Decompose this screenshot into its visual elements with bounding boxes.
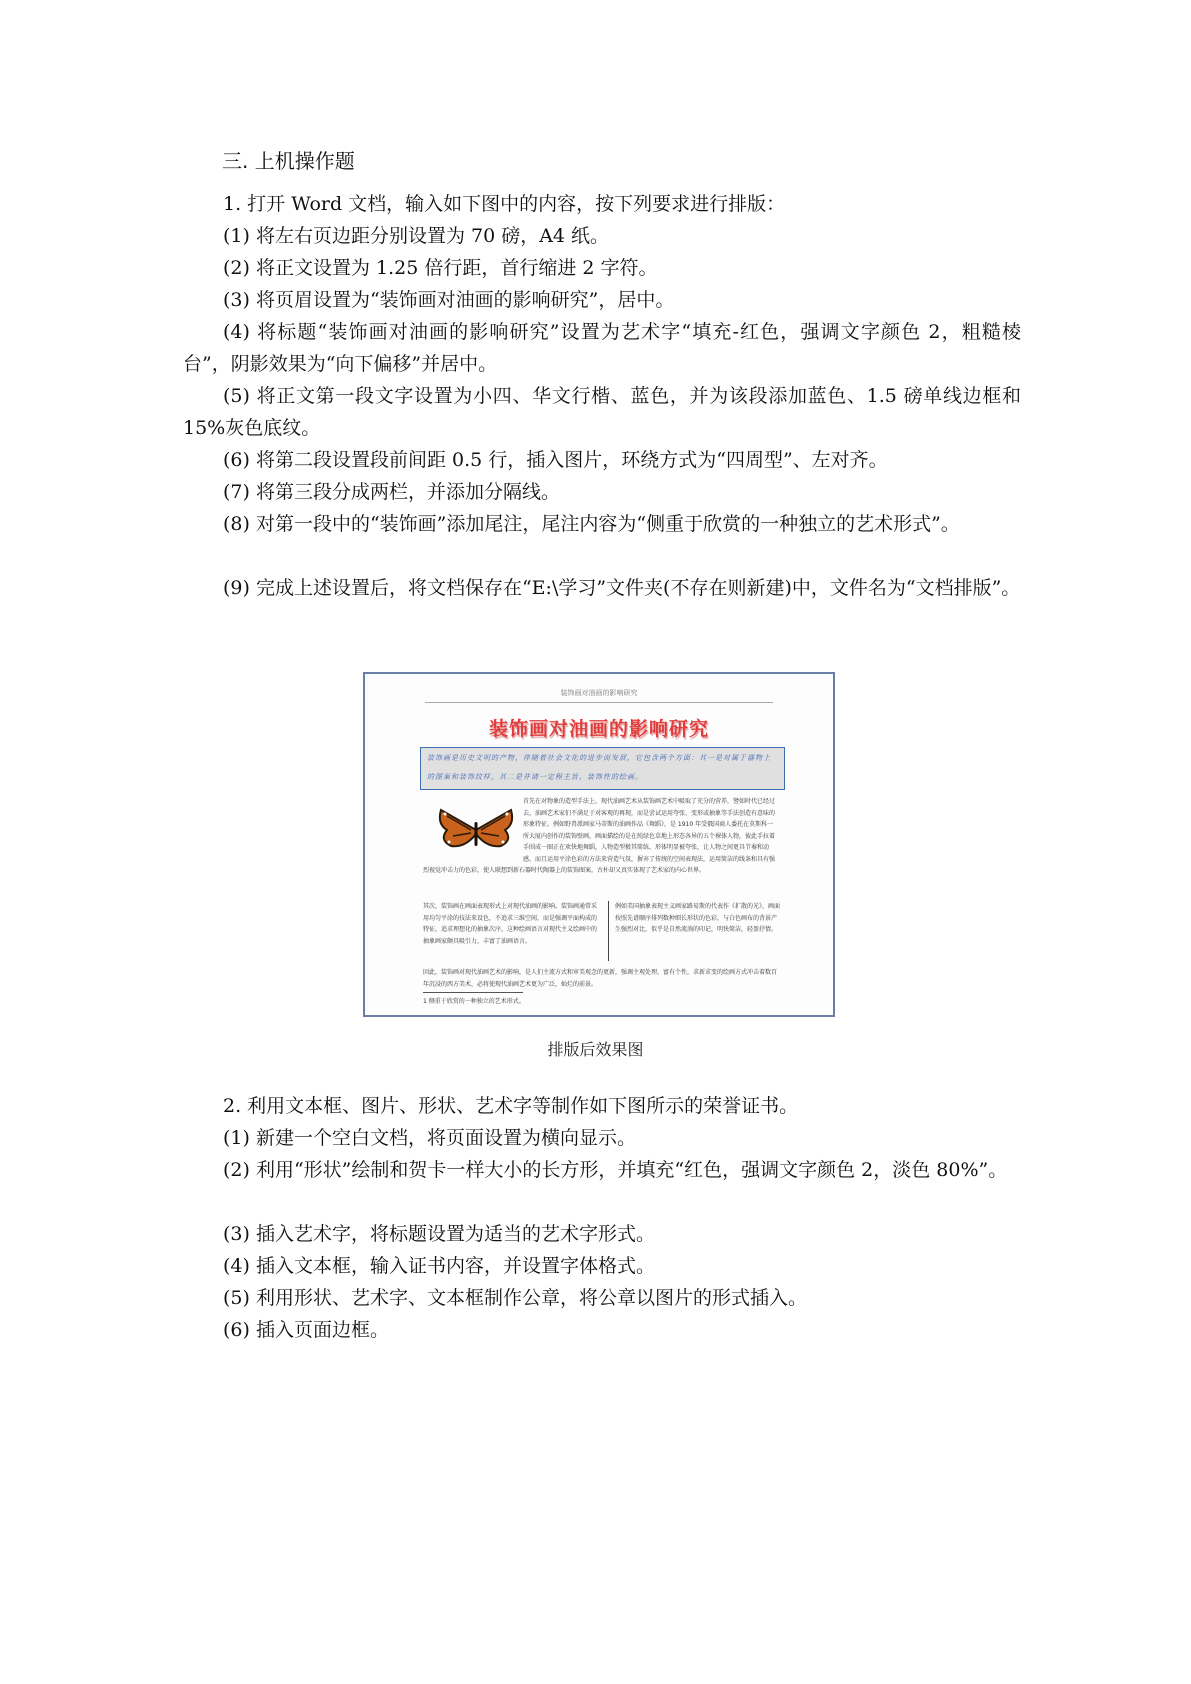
task2-intro: 2. 利用文本框、图片、形状、艺术字等制作如下图所示的荣誉证书。	[223, 1095, 799, 1117]
figure-header-rule	[425, 702, 773, 703]
task1-intro: 1. 打开 Word 文档，输入如下图中的内容，按下列要求进行排版：	[223, 193, 786, 215]
image-wrap-space	[423, 800, 523, 858]
task1-item-9: (9) 完成上述设置后，将文档保存在“E:\学习”文件夹(不存在则新建)中，文件名为“文档排版”。	[223, 577, 1021, 599]
task1-item-7: (7) 将第三段分成两栏，并添加分隔线。	[223, 481, 560, 503]
task1-item-8: (8) 对第一段中的“装饰画”添加尾注，尾注内容为“侧重于欣赏的一种独立的艺术形式”。	[223, 513, 960, 535]
task1-item-5: (5) 将正文第一段文字设置为小四、华文行楷、蓝色，并为该段添加蓝色、1.5 磅单线边框和 15%灰色底纹。	[183, 385, 1021, 439]
figure-wordart-title: 装饰画对油画的影响研究	[488, 718, 709, 740]
task1-item-3: (3) 将页眉设置为“装饰画对油画的影响研究”，居中。	[223, 289, 675, 311]
figure-paragraph-4: 因此，装饰画对现代油画艺术的影响，是人们主流方式和审美观念的更新，强调主观处理，富有个性，求新求变的绘画方式冲击着数百年沉浸的西方美术，必将使现代油画艺术更为广泛，灿烂的前景。	[423, 969, 778, 988]
task2-item-2: (2) 利用“形状”绘制和贺卡一样大小的长方形，并填充“红色，强调文字颜色 2，淡色 80%”。	[223, 1159, 1008, 1181]
column-separator	[608, 901, 609, 961]
task2-item-3: (3) 插入艺术字，将标题设置为适当的艺术字形式。	[223, 1223, 655, 1245]
endnote-text: 1 侧重于欣赏的一种独立的艺术形式。	[423, 998, 525, 1005]
figure-paragraph-2	[423, 796, 779, 894]
task2-item-5: (5) 利用形状、艺术字、文本框制作公章，将公章以图片的形式插入。	[223, 1287, 807, 1309]
figure-paragraph-2-text: 首先在对物象的造型手法上，现代油画艺术从装饰画艺术中吸取了充分的营养，譬如时代已经过去，油画艺术家们不满足于对客观的再现，而是尝试运用夸张、变形或抽象等手法创造有意味的形象特征。例如野兽派画家马蒂斯的油画作品《舞蹈》，是 1910 年受俄国商人委托在莫斯科一所大厦内创作的装饰壁画，画面描绘的是在纯绿色草地上形态各异的五个裸体人物，彼此手拉着手围成一圈正在欢快地舞蹈，人物造型极其简练，形体明显被夸张，让人物之间更具节奏和动感，而且运用平涂色彩的方法来营造气氛，摒弃了传统的空间表现法，运用简洁的线条和具有强烈视觉冲击力的色彩，使人联想到新石器时代陶器上的装饰图案，古朴却又真实体现了艺术家的内心世界。	[423, 798, 776, 874]
figure-column-right: 例如美国抽象表现主义画家路易斯的代表作《扩散的光》，画面按照先谱顺序排列数种细长形状的色彩，与白色画布的背景产生强烈对比，似乎是自然流淌的印记，明快简洁，轻盈抒情。	[615, 903, 781, 933]
figure-bordered-paragraph: 装饰画是历史文明的产物，伴随着社会文化的进步而发展，它包含两个方面：其一是对属于器物上的图案和装饰纹样，其二是并请一定程主旨，装饰性的绘画。	[420, 747, 785, 790]
figure-caption: 排版后效果图	[547, 1040, 644, 1059]
task1-item-1: (1) 将左右页边距分别设置为 70 磅，A4 纸。	[223, 225, 610, 247]
task1-item-6: (6) 将第二段设置段前间距 0.5 行，插入图片，环绕方式为“四周型”、左对齐。	[223, 449, 888, 471]
task2-item-6: (6) 插入页面边框。	[223, 1319, 389, 1341]
section-title: 三. 上机操作题	[222, 149, 355, 173]
endnote-separator	[423, 992, 523, 993]
task2-item-1: (1) 新建一个空白文档，将页面设置为横向显示。	[223, 1127, 636, 1149]
figure-page-header: 装饰画对油画的影响研究	[560, 689, 638, 697]
task1-item-2: (2) 将正文设置为 1.25 倍行距，首行缩进 2 字符。	[223, 257, 658, 279]
task2-item-4: (4) 插入文本框，输入证书内容，并设置字体格式。	[223, 1255, 655, 1277]
formatted-document-figure	[363, 672, 835, 1017]
task1-item-4: (4) 将标题“装饰画对油画的影响研究”设置为艺术字“填充-红色，强调文字颜色 2，粗糙棱台”，阴影效果为“向下偏移”并居中。	[183, 321, 1021, 375]
figure-column-left: 其次，装饰画在画面表现形式上对现代油画的影响。装饰画通常采用均匀平涂的技法来设色，不追求三维空间，而是强调平面构成的特征，追求理想化的抽象次序，这种绘画语言对现代主义绘画中的抽象画家颇具吸引力，丰富了油画语言。	[423, 903, 598, 945]
